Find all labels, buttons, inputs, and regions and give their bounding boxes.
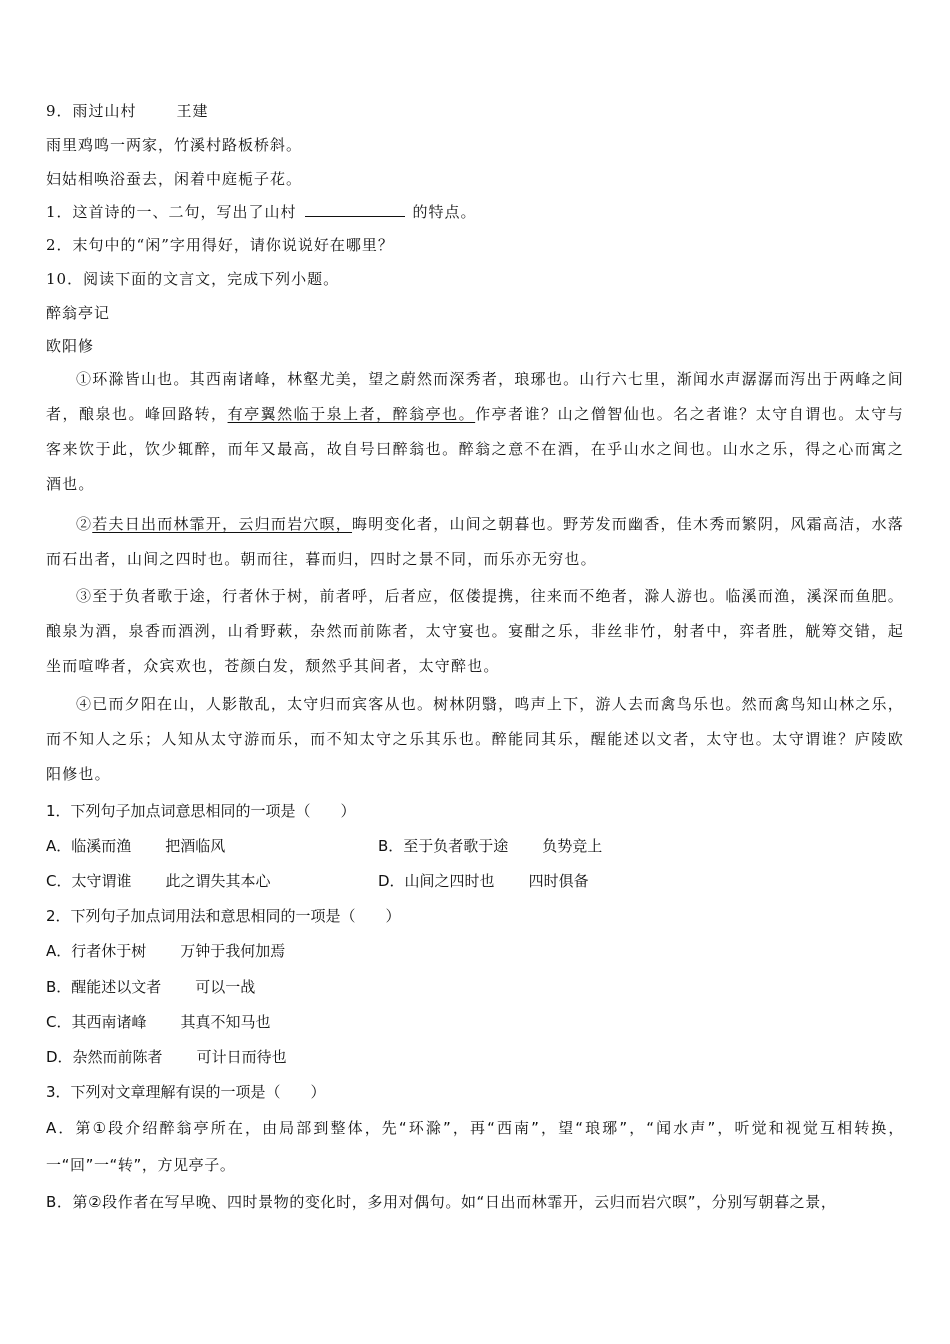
- q1-option-b-left: B．至于负者歌于途: [378, 837, 509, 855]
- q2-option-b-left: B．醒能述以文者: [46, 978, 162, 996]
- paragraph-1: [46, 362, 904, 502]
- q1-option-d-left: D．山间之四时也: [378, 872, 495, 890]
- poem-question-1-tail: 的特点。: [412, 203, 477, 221]
- paragraph-2-text: 晦明变化者，山间之朝暮也。野芳发而幽香，佳木秀而繁阴，风霜高洁，水落而石出者，山间之四时也。朝而往，暮而归，四时之景不同，而乐亦无穷也。: [46, 515, 905, 568]
- poem-line-1: 雨里鸡鸣一两家，竹溪村路板桥斜。: [46, 136, 303, 154]
- q2-option-b[interactable]: [46, 977, 255, 997]
- paragraph-1-text-b: 作亭者谁？山之僧智仙也。名之者谁？太守自谓也。太守与客来饮于此，饮少辄醉，而年又最高，故自号曰醉翁也。醉翁之意不在酒，在乎山水之间也。山水之乐，得之心而寓之酒也。: [46, 405, 904, 493]
- poem-author: 王建: [176, 102, 209, 120]
- q1-option-c[interactable]: [46, 871, 271, 891]
- q1-option-a-right: 把酒临风: [165, 837, 226, 855]
- wenyan-intro: 10．阅读下面的文言文，完成下列小题。: [46, 270, 340, 288]
- q1-option-b-right: 负势竞上: [542, 837, 603, 855]
- q1-option-c-right: 此之谓失其本心: [165, 872, 271, 890]
- q3-option-a[interactable]: A．第①段介绍醉翁亭所在，由局部到整体，先“环滁”，再“西南”，望“琅琊”，“闻水声”，听觉和视觉互相转换，一“回”一“转”，方见亭子。: [46, 1119, 904, 1174]
- q2-option-c-left: C．其西南诸峰: [46, 1013, 147, 1031]
- q1-option-b[interactable]: [378, 836, 602, 856]
- poem-heading: 9．雨过山村: [46, 102, 137, 120]
- q2-option-d-right: 可计日而待也: [196, 1048, 287, 1066]
- q3-stem: 3．下列对文章理解有误的一项是（ ）: [46, 1083, 326, 1101]
- paragraph-1-text-a: ①环滁皆山也。其西南诸峰，林壑尤美，望之蔚然而深秀者，琅琊也。山行六七里，渐闻水声潺潺而泻出于两峰之间者，酿泉也。峰回路转，: [46, 370, 904, 423]
- q2-option-b-right: 可以一战: [195, 978, 256, 996]
- q2-option-c-right: 其真不知马也: [180, 1013, 271, 1031]
- paragraph-3: ③至于负者歌于途，行者休于树，前者呼，后者应，伛偻提携，往来而不绝者，滁人游也。临溪而渔，溪深而鱼肥。酿泉为酒，泉香而酒洌，山肴野蔌，杂然而前陈者，太守宴也。宴酣之乐，非丝非竹，射者中，弈者胜，觥筹交错，起坐而喧哗者，众宾欢也，苍颜白发，颓然乎其间者，太守醉也。: [46, 587, 904, 675]
- q2-stem: 2．下列句子加点词用法和意思相同的一项是（ ）: [46, 907, 401, 925]
- paragraph-2-marker: ②: [76, 515, 93, 533]
- q2-option-a-right: 万钟于我何加焉: [180, 942, 286, 960]
- q2-option-d-left: D．杂然而前陈者: [46, 1048, 163, 1066]
- q1-option-d-right: 四时俱备: [528, 872, 589, 890]
- poem-line-2: 妇姑相唤浴蚕去，闲着中庭栀子花。: [46, 170, 303, 188]
- q1-option-a-left: A．临溪而渔: [46, 837, 132, 855]
- wenyan-author: 欧阳修: [46, 337, 95, 355]
- q3-option-b[interactable]: B．第②段作者在写早晚、四时景物的变化时，多用对偶句。如“日出而林霏开，云归而岩穴暝”，分别写朝暮之景，: [46, 1193, 837, 1211]
- q2-option-c[interactable]: [46, 1012, 271, 1032]
- poem-heading-line: [46, 101, 209, 121]
- q1-stem: 1．下列句子加点词意思相同的一项是（ ）: [46, 802, 356, 820]
- underlined-sentence-2: 若夫日出而林霏开，云归而岩穴暝，: [92, 515, 353, 533]
- poem-question-1-text: 1．这首诗的一、二句，写出了山村: [46, 203, 297, 221]
- poem-question-2: 2．末句中的“闲”字用得好，请你说说好在哪里？: [46, 236, 394, 254]
- q2-option-a[interactable]: [46, 941, 285, 961]
- underlined-sentence-1: 有亭翼然临于泉上者，醉翁亭也。: [227, 405, 476, 423]
- poem-question-1: [46, 202, 477, 222]
- q2-option-a-left: A．行者休于树: [46, 942, 147, 960]
- paragraph-2: [46, 507, 904, 577]
- wenyan-title: 醉翁亭记: [46, 304, 111, 322]
- q1-option-d[interactable]: [378, 871, 589, 891]
- paragraph-4: ④已而夕阳在山，人影散乱，太守归而宾客从也。树林阴翳，鸣声上下，游人去而禽鸟乐也。然而禽鸟知山林之乐，而不知人之乐；人知从太守游而乐，而不知太守之乐其乐也。醉能同其乐，醒能述以文者，太守也。太守谓谁？庐陵欧阳修也。: [46, 695, 904, 783]
- q1-option-a[interactable]: [46, 836, 225, 856]
- q1-option-c-left: C．太守谓谁: [46, 872, 132, 890]
- q2-option-d[interactable]: [46, 1047, 287, 1067]
- answer-blank[interactable]: [305, 202, 405, 217]
